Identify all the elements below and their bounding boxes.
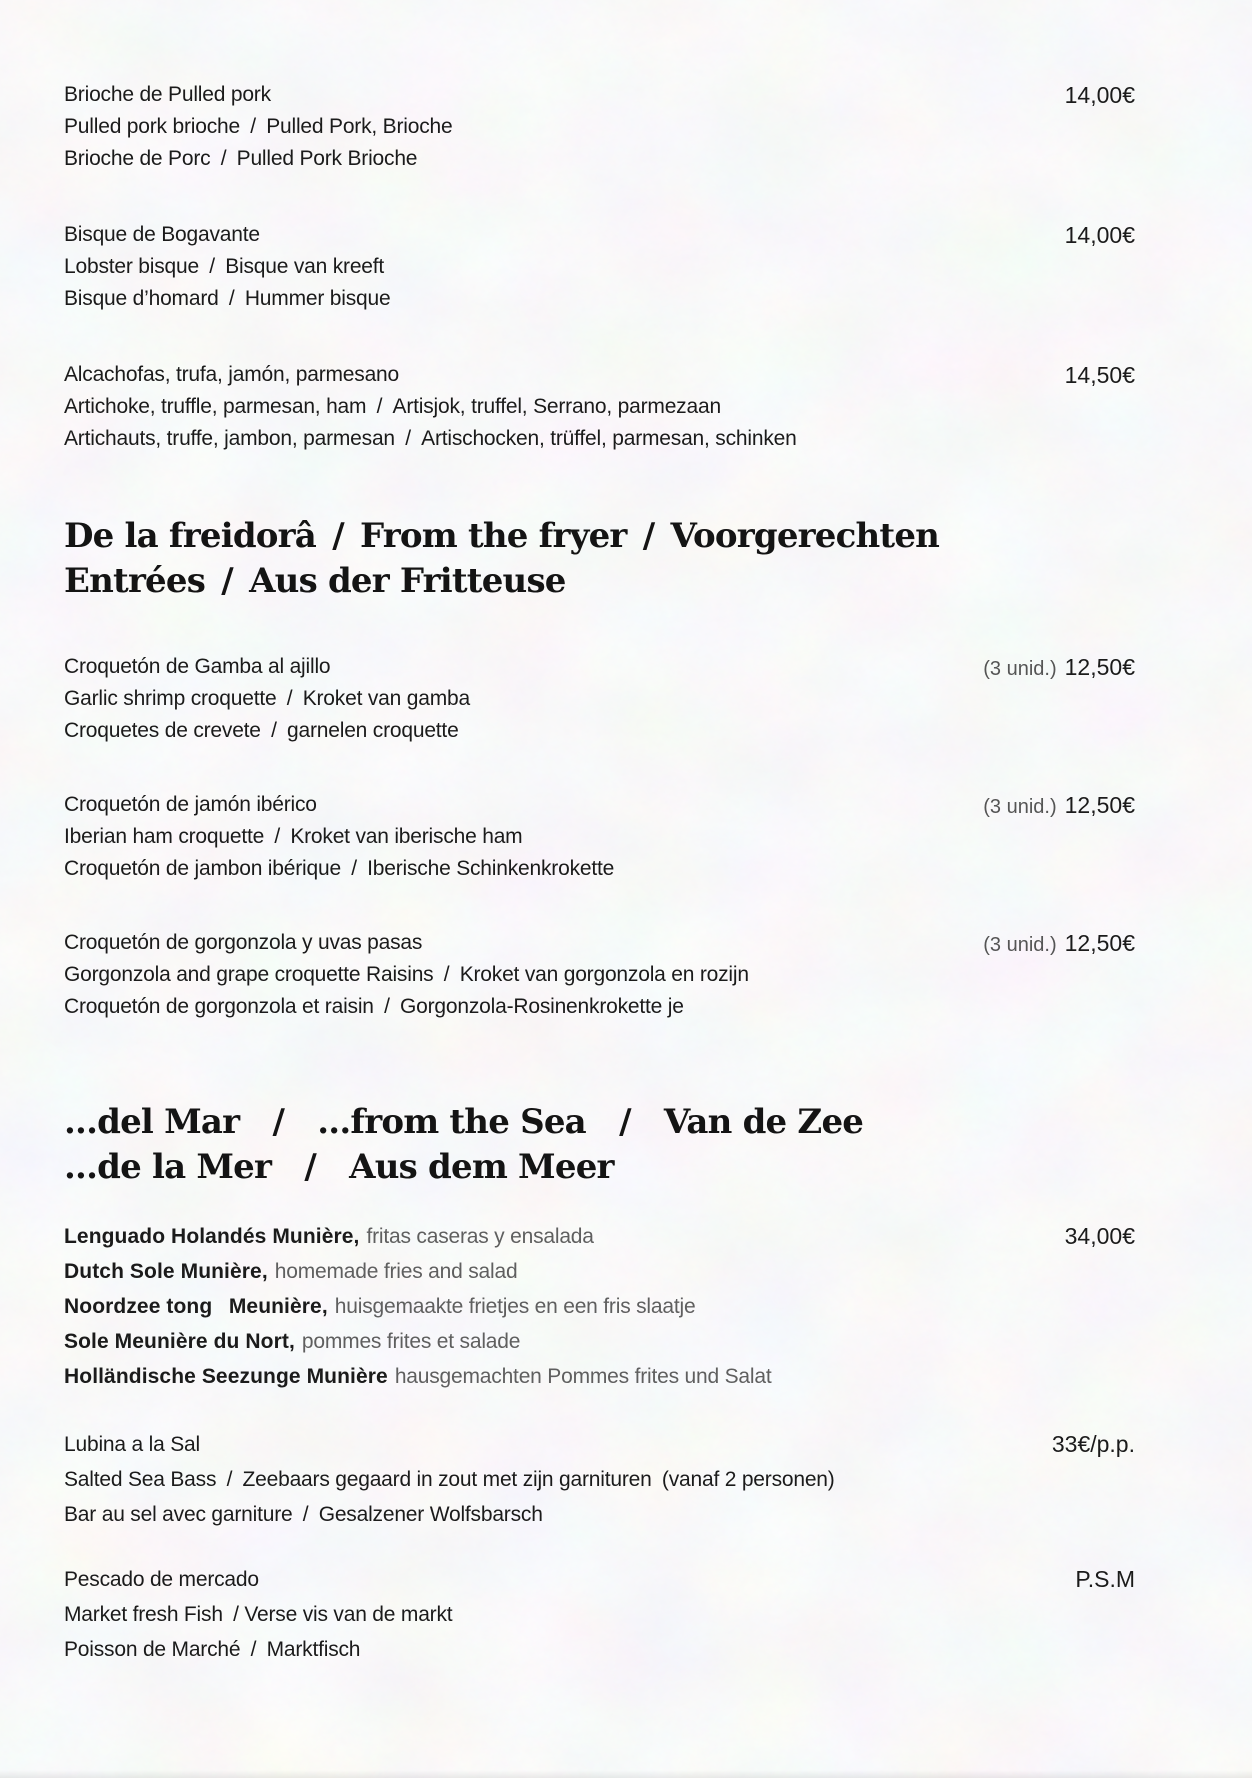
item-translation <box>64 391 1065 423</box>
item-price <box>983 927 1135 961</box>
item-translation <box>64 1632 1075 1667</box>
item-line-main: Alcachofas, trufa, jamón, parmesano <box>64 363 400 386</box>
item-lines <box>64 1427 1052 1532</box>
item-line-detail: pommes frites et salade <box>301 1330 521 1353</box>
item-price <box>1065 219 1135 253</box>
item-line-main: Croquetes de crevete / garnelen croquette <box>64 719 459 742</box>
item-translation <box>64 1289 1065 1324</box>
item-translation <box>64 853 983 885</box>
menu-section-starters <box>64 79 1135 455</box>
menu-item <box>64 219 1135 315</box>
menu-content <box>64 79 1135 1667</box>
item-lines <box>64 651 983 747</box>
item-translation <box>64 1359 1065 1394</box>
price-value: 34,00€ <box>1064 1223 1135 1249</box>
price-note: (3 unid.) <box>983 934 1057 956</box>
item-line-main: Artichauts, truffe, jambon, parmesan / Artischocken, trüffel, parmesan, schinken <box>64 427 797 450</box>
item-line-main: Lubina a la Sal <box>64 1433 200 1456</box>
item-translation <box>64 423 1065 455</box>
item-line-main: Croquetón de jambon ibérique / Iberische Schinkenkrokette <box>64 857 615 880</box>
item-line-main: Lenguado Holandés Munière, <box>64 1225 360 1248</box>
menu-item <box>64 1219 1135 1394</box>
item-line-detail: huisgemaakte frietjes en een fris slaatje <box>334 1295 696 1318</box>
item-line-main: Holländische Seezunge Munière <box>64 1365 388 1388</box>
item-title <box>64 219 1065 251</box>
price-value: P.S.M <box>1075 1566 1135 1592</box>
item-translation <box>64 1597 1075 1632</box>
item-line-main: Pulled pork brioche / Pulled Pork, Brioche <box>64 115 453 138</box>
item-line-main: Pescado de mercado <box>64 1568 259 1591</box>
menu-item <box>64 1562 1135 1667</box>
menu-item <box>64 651 1135 747</box>
item-translation <box>64 143 1065 175</box>
price-value: 12,50€ <box>1064 930 1135 956</box>
item-line-main: Bisque de Bogavante <box>64 223 260 246</box>
menu-item <box>64 359 1135 455</box>
item-translation <box>64 1254 1065 1289</box>
item-translation <box>64 1324 1065 1359</box>
menu-item <box>64 927 1135 1023</box>
page-bottom-shadow <box>0 1770 1252 1778</box>
item-price <box>1065 359 1135 393</box>
item-lines <box>64 789 983 885</box>
price-value: 12,50€ <box>1064 792 1135 818</box>
item-title <box>64 789 983 821</box>
menu-section-sea <box>64 1100 1135 1667</box>
item-line-detail: fritas caseras y ensalada <box>366 1225 594 1248</box>
item-line-main: Bar au sel avec garniture / Gesalzener Wolfsbarsch <box>64 1503 543 1526</box>
item-line-main: Gorgonzola and grape croquette Raisins / Kroket van gorgonzola en rozijn <box>64 963 749 986</box>
item-translation <box>64 283 1065 315</box>
item-line-main: Croquetón de Gamba al ajillo <box>64 655 331 678</box>
item-title <box>64 1427 1052 1462</box>
item-translation <box>64 1462 1052 1497</box>
price-value: 14,50€ <box>1064 362 1135 388</box>
menu-item <box>64 789 1135 885</box>
item-line-main: Salted Sea Bass / Zeebaars gegaard in zout met zijn garnituren (vanaf 2 personen) <box>64 1468 835 1491</box>
item-lines <box>64 1219 1065 1394</box>
item-lines <box>64 927 983 1023</box>
item-line-main: Brioche de Porc / Pulled Pork Brioche <box>64 147 418 170</box>
item-line-main: Market fresh Fish / Verse vis van de markt <box>64 1603 453 1626</box>
item-translation <box>64 1497 1052 1532</box>
menu-item <box>64 1427 1135 1532</box>
price-note: (3 unid.) <box>983 796 1057 818</box>
item-translation <box>64 111 1065 143</box>
price-value: 14,00€ <box>1064 82 1135 108</box>
item-price <box>983 789 1135 823</box>
section-header-line: De la freidorâ / From the fryer / Voorgerechten <box>64 516 940 556</box>
section-header-line: ...del Mar / ...from the Sea / Van de Zee <box>64 1102 864 1142</box>
price-note: (3 unid.) <box>983 658 1057 680</box>
section-header <box>64 1100 1135 1190</box>
item-line-main: Croquetón de gorgonzola et raisin / Gorgonzola-Rosinenkrokette je <box>64 995 684 1018</box>
item-title <box>64 359 1065 391</box>
item-line-main: Noordzee tong Meunière, <box>64 1295 328 1318</box>
section-header-line: Entrées / Aus der Fritteuse <box>64 561 566 601</box>
section-header <box>64 514 1135 604</box>
item-price <box>1052 1427 1135 1464</box>
item-line-detail: hausgemachten Pommes frites und Salat <box>394 1365 772 1388</box>
item-line-main: Poisson de Marché / Marktfisch <box>64 1638 361 1661</box>
item-title <box>64 79 1065 111</box>
section-header-line: ...de la Mer / Aus dem Meer <box>64 1147 614 1187</box>
item-title <box>64 927 983 959</box>
price-value: 33€/p.p. <box>1051 1431 1135 1457</box>
item-line-main: Croquetón de jamón ibérico <box>64 793 317 816</box>
item-translation <box>64 715 983 747</box>
menu-item <box>64 79 1135 175</box>
item-line-main: Sole Meunière du Nort, <box>64 1330 295 1353</box>
item-price <box>1075 1562 1135 1599</box>
item-translation <box>64 251 1065 283</box>
item-price <box>983 651 1135 685</box>
item-line-main: Croquetón de gorgonzola y uvas pasas <box>64 931 423 954</box>
item-translation <box>64 821 983 853</box>
item-lines <box>64 359 1065 455</box>
item-title <box>64 1219 1065 1254</box>
menu-section-fryer <box>64 514 1135 1023</box>
item-lines <box>64 1562 1075 1667</box>
item-translation <box>64 683 983 715</box>
price-value: 12,50€ <box>1064 654 1135 680</box>
item-lines <box>64 219 1065 315</box>
item-price <box>1065 79 1135 113</box>
item-line-main: Lobster bisque / Bisque van kreeft <box>64 255 385 278</box>
item-line-main: Artichoke, truffle, parmesan, ham / Artisjok, truffel, Serrano, parmezaan <box>64 395 721 418</box>
item-line-detail: homemade fries and salad <box>274 1260 518 1283</box>
item-line-main: Dutch Sole Munière, <box>64 1260 268 1283</box>
item-line-main: Garlic shrimp croquette / Kroket van gamba <box>64 687 470 710</box>
item-title <box>64 1562 1075 1597</box>
item-lines <box>64 79 1065 175</box>
item-line-main: Bisque d’homard / Hummer bisque <box>64 287 391 310</box>
item-title <box>64 651 983 683</box>
item-translation <box>64 991 983 1023</box>
price-value: 14,00€ <box>1064 222 1135 248</box>
item-line-main: Brioche de Pulled pork <box>64 83 271 106</box>
item-translation <box>64 959 983 991</box>
item-line-main: Iberian ham croquette / Kroket van iberische ham <box>64 825 523 848</box>
item-price <box>1065 1219 1135 1256</box>
